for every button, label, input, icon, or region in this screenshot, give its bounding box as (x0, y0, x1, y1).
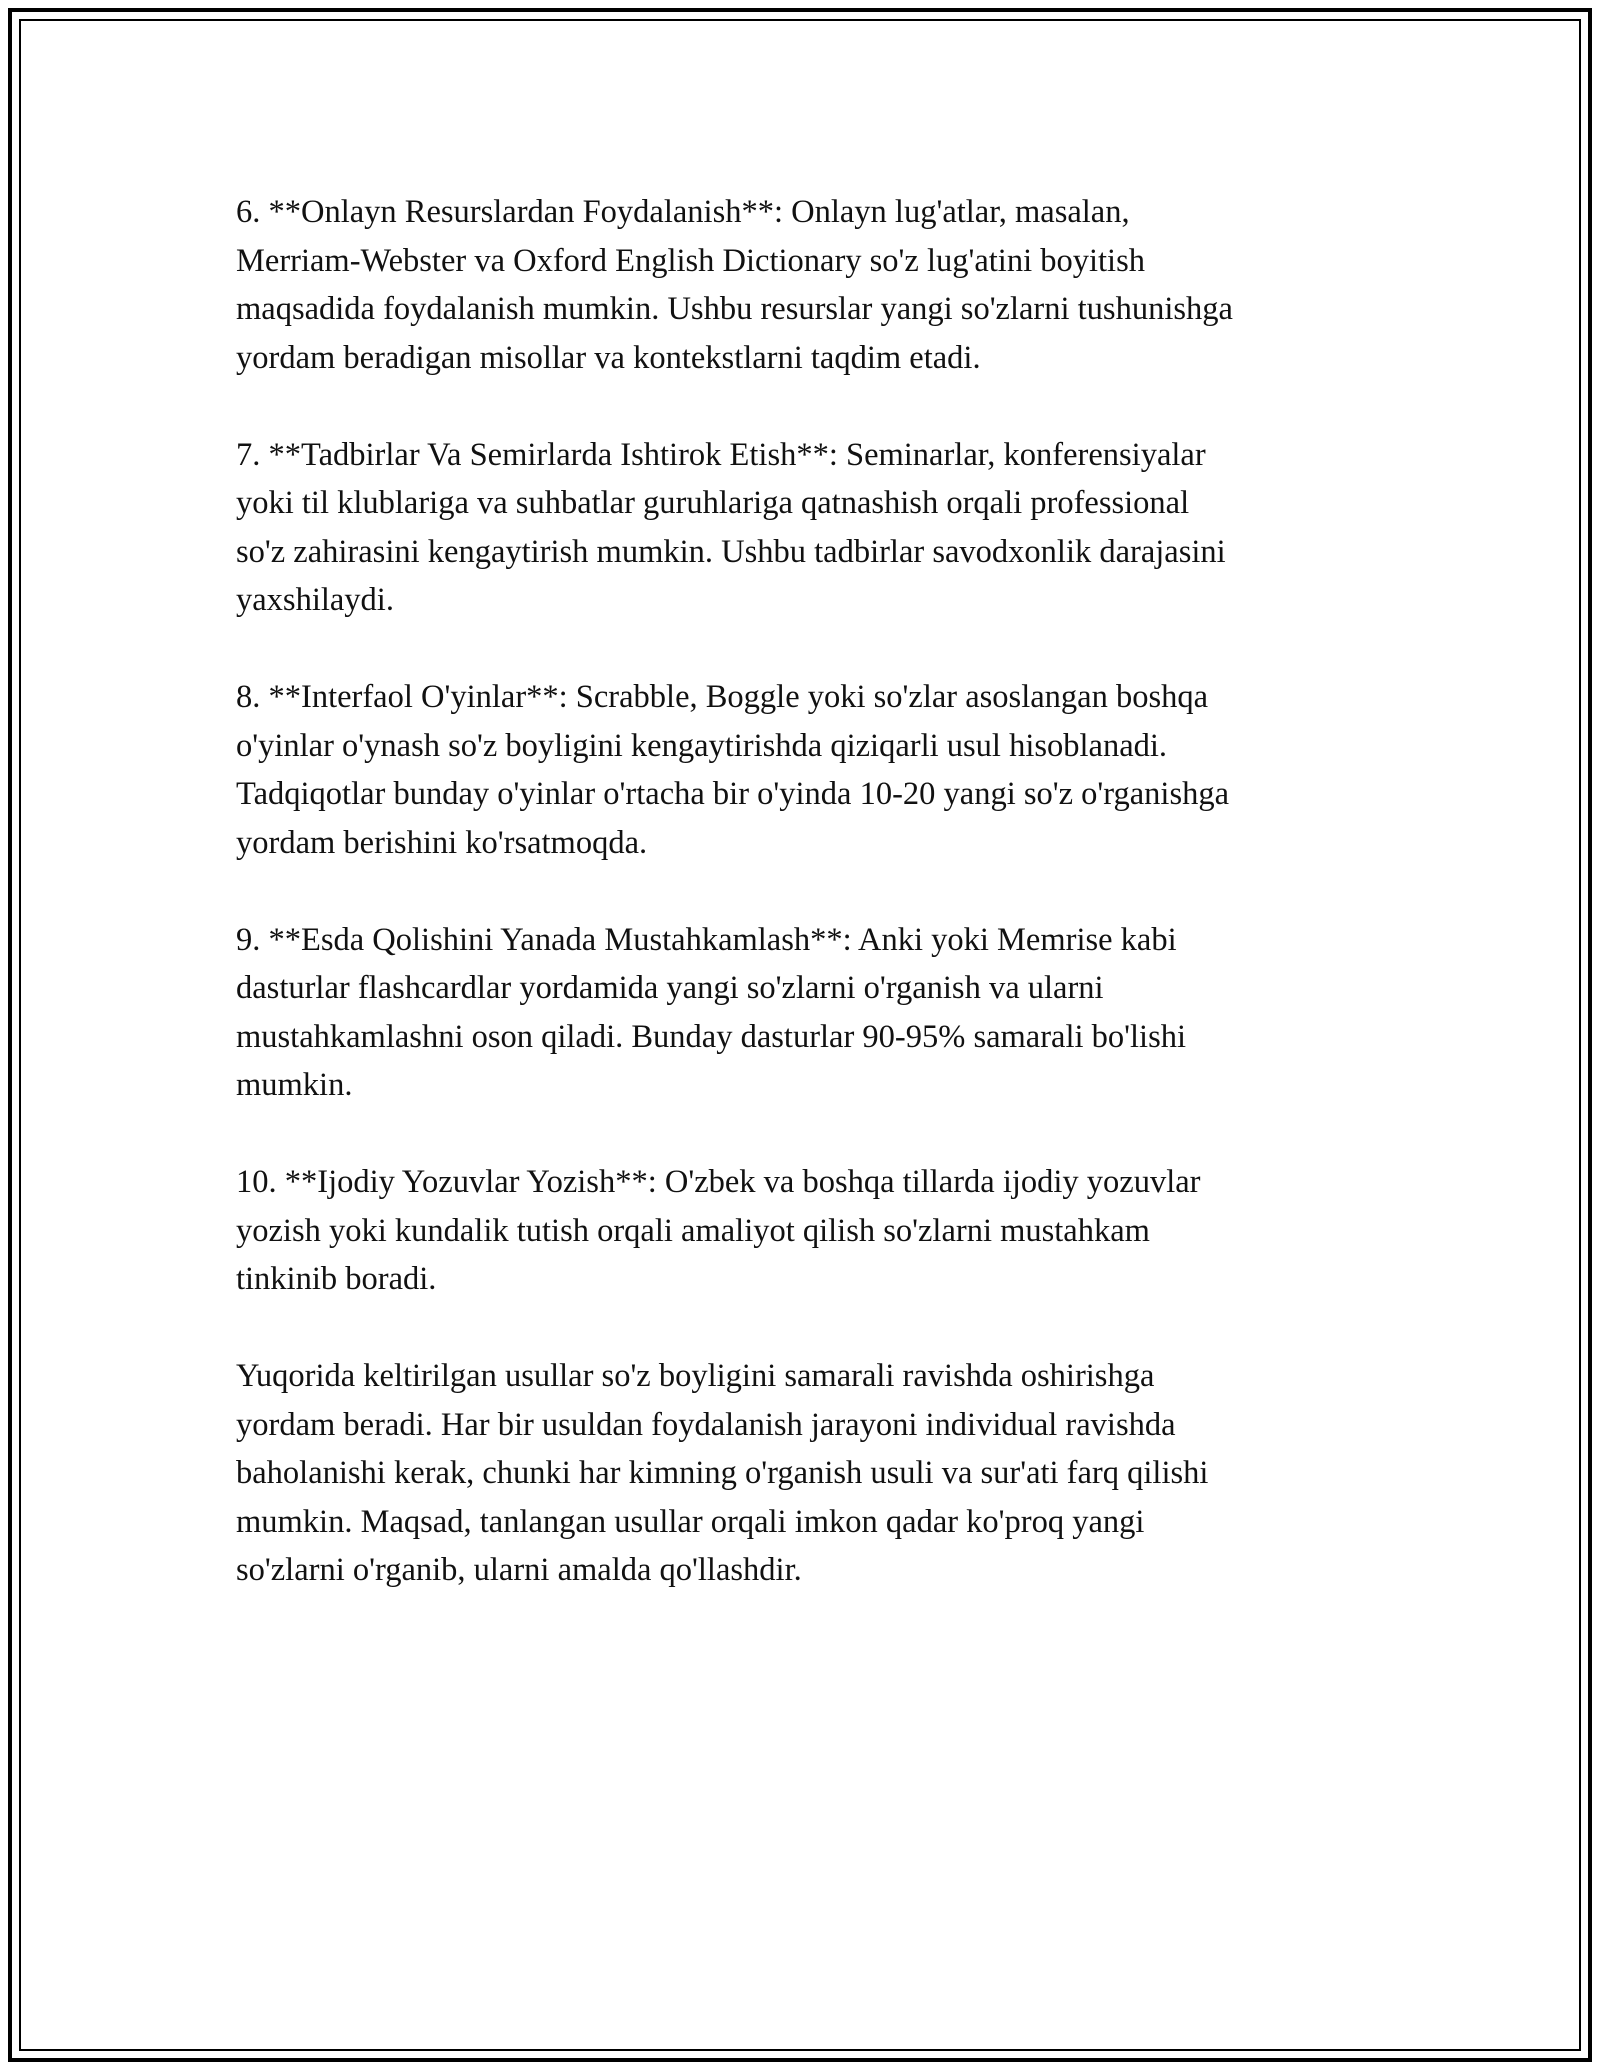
paragraph-item-8: 8. **Interfaol O'yinlar**: Scrabble, Boggle yoki so'zlar asoslangan boshqa o'yinlar o'ynash so'z boyligini kengaytirishda qiziqarli usul hisoblanadi. Tadqiqotlar bunday o'yinlar o'rtacha bir o'yinda 10-20 yangi so'z o'rganishga yordam berishini ko'rsatmoqda. (236, 679, 1230, 861)
paragraph-conclusion: Yuqorida keltirilgan usullar so'z boyligini samarali ravishda oshirishga yordam beradi. Har bir usuldan foydalanish jarayoni individual ravishda baholanishi kerak, chunki har kimning o'rganish usuli va sur'ati farq qilishi mumkin. Maqsad, tanlangan usullar orqali imkon qadar ko'proq yangi so'zlarni o'rganib, ularni amalda qo'llashdir. (236, 1358, 1209, 1588)
paragraph-item-9: 9. **Esda Qolishini Yanada Mustahkamlash**: Anki yoki Memrise kabi dasturlar flashcardlar yordamida yangi so'zlarni o'rganish va ularni mustahkamlashni oson qiladi. Bunday dasturlar 90-95% samarali bo'lishi mumkin. (236, 921, 1187, 1103)
paragraph-item-10: 10. **Ijodiy Yozuvlar Yozish**: O'zbek va boshqa tillarda ijodiy yozuvlar yozish yoki kundalik tutish orqali amaliyot qilish so'zlarni mustahkam tinkinib boradi. (236, 1164, 1201, 1297)
paragraph-item-7: 7. **Tadbirlar Va Semirlarda Ishtirok Etish**: Seminarlar, konferensiyalar yoki til klublariga va suhbatlar guruhlariga qatnashish orqali professional so'z zahirasini kengaytirish mumkin. Ushbu tadbirlar savodxonlik darajasini yaxshilaydi. (236, 436, 1226, 618)
paragraph-item-6: 6. **Onlayn Resurslardan Foydalanish**: Onlayn lug'atlar, masalan, Merriam-Webster va Oxford English Dictionary so'z lug'atini boyitish maqsadida foydalanish mumkin. Ushbu resurslar yangi so'zlarni tushunishga yordam beradigan misollar va kontekstlarni taqdim etadi. (236, 194, 1233, 376)
document-body (236, 188, 1376, 1643)
